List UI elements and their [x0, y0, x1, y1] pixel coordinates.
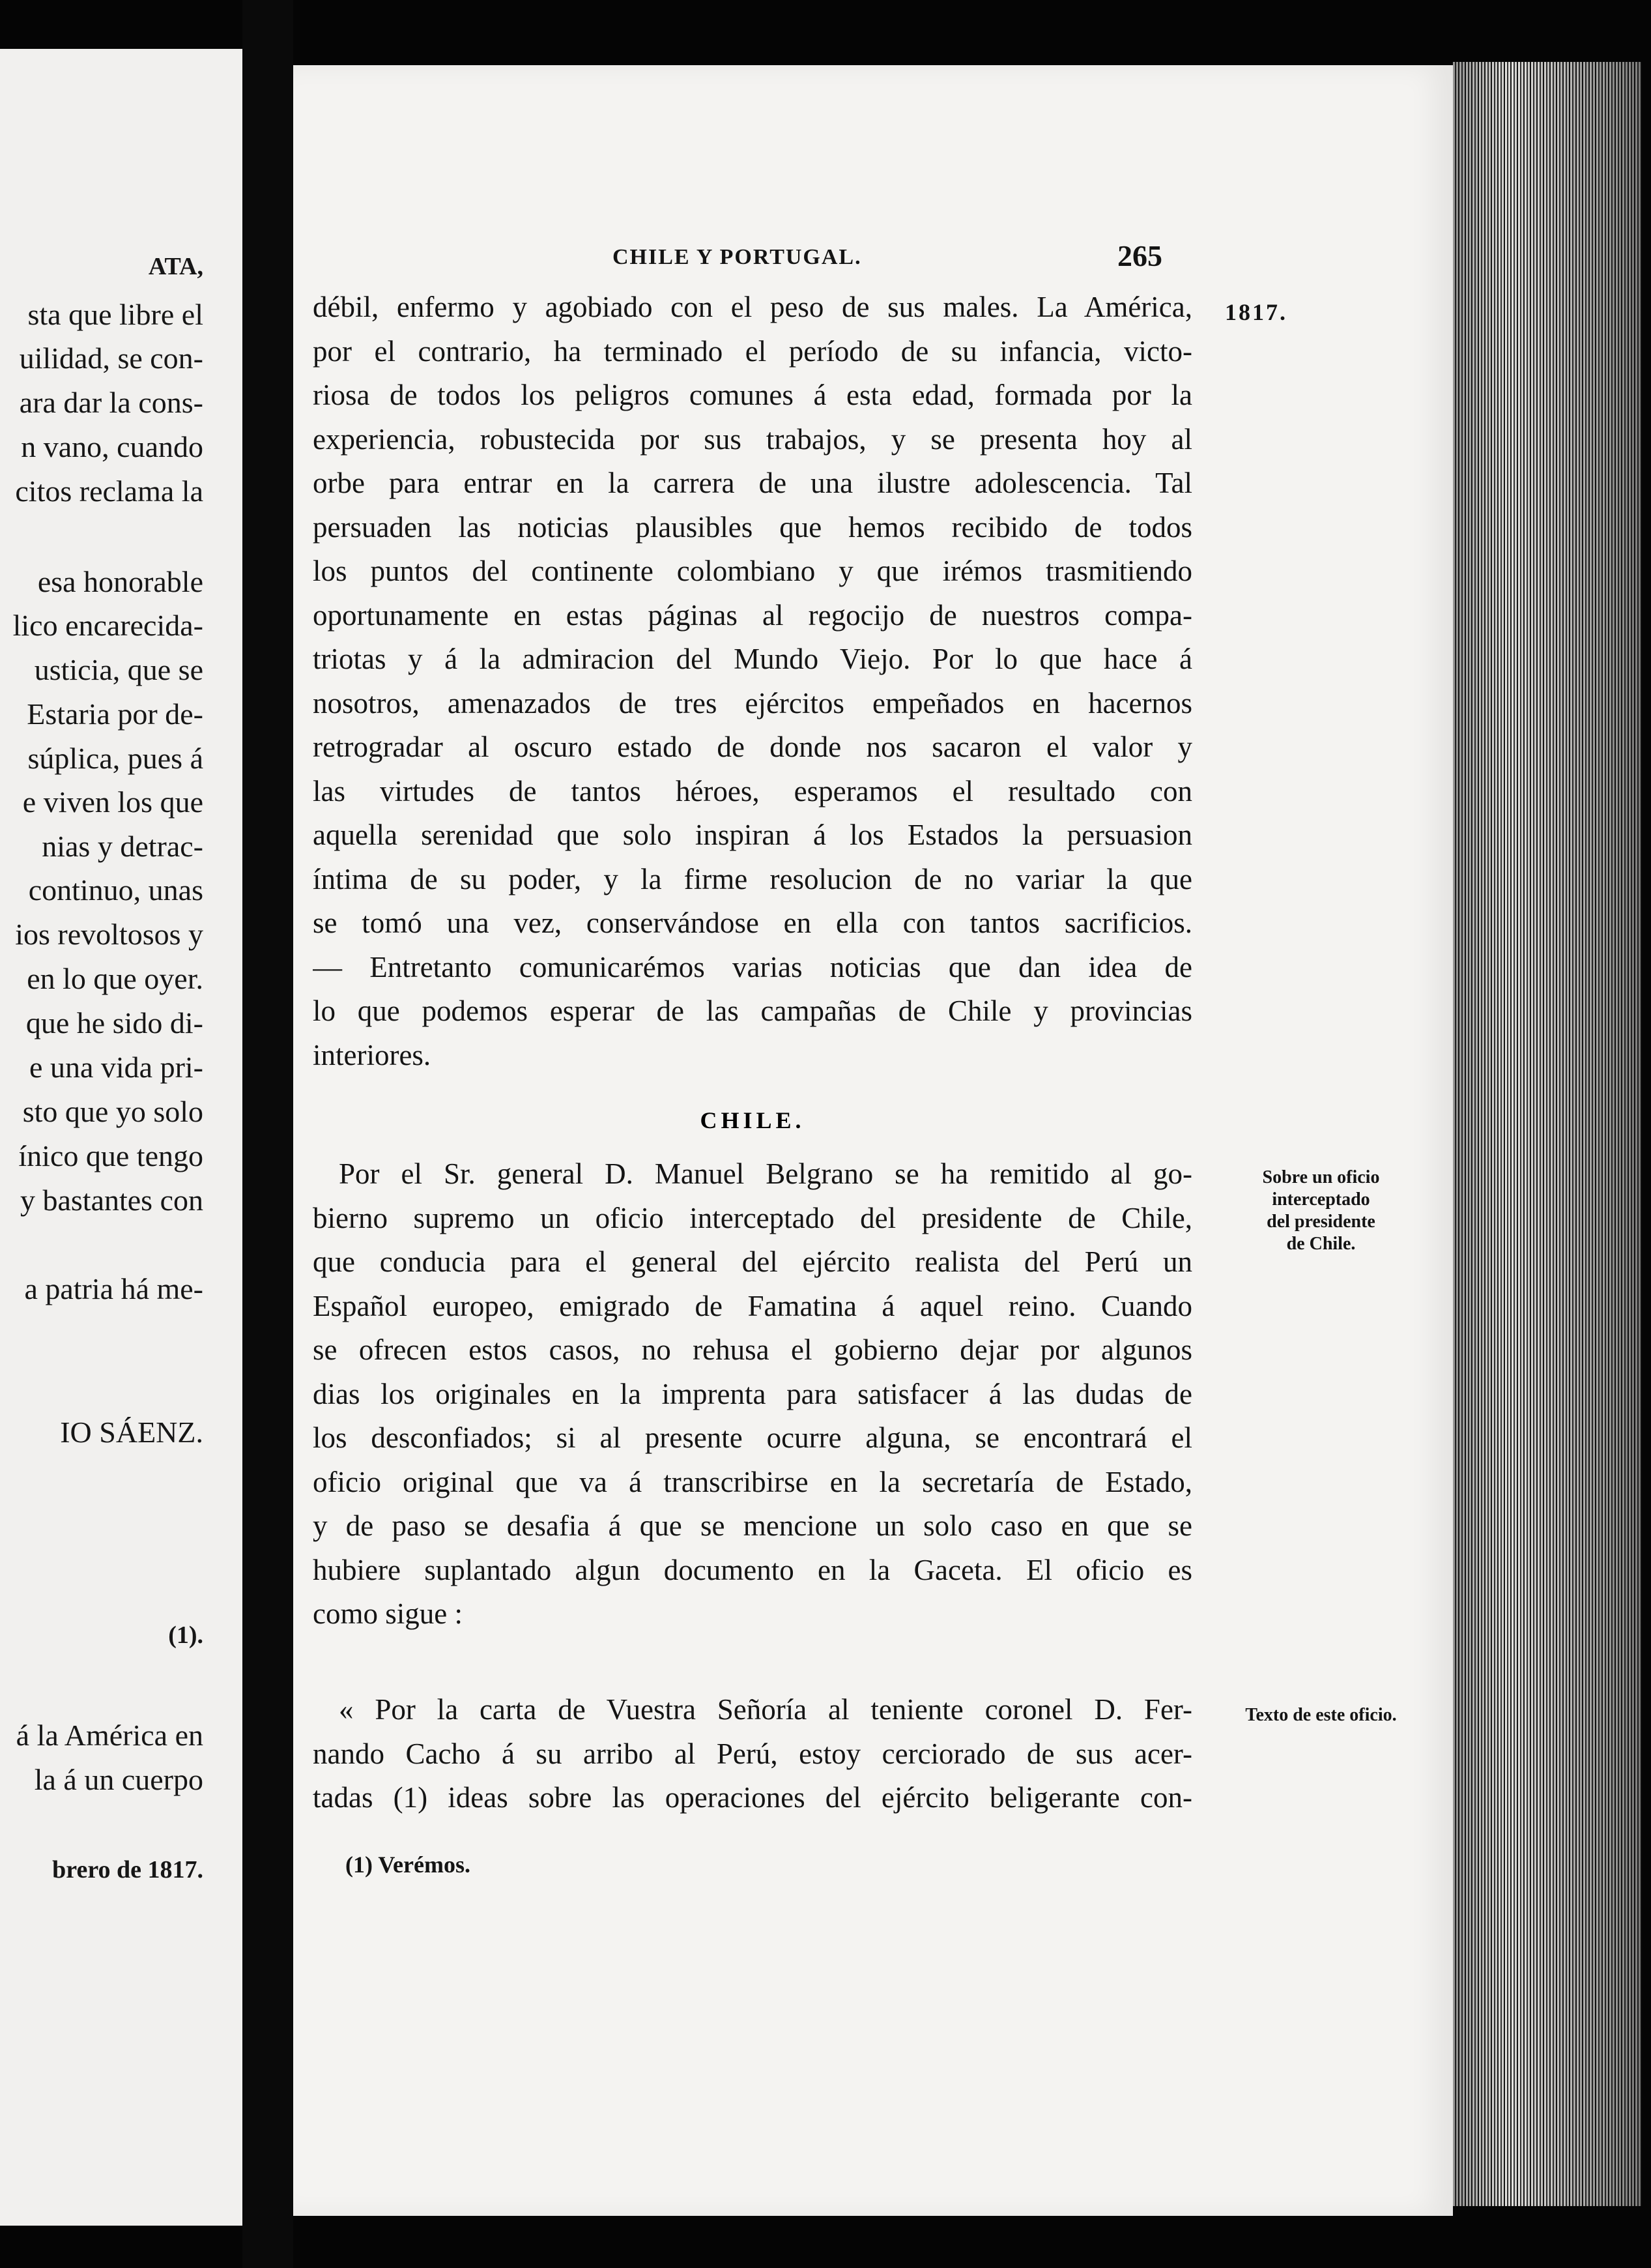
text-line: íntima de su poder, y la firme resolucion de no variar la que	[313, 862, 1192, 895]
margin-note-line: Texto de este oficio.	[1245, 1705, 1397, 1725]
text-line: — Entretanto comunicarémos varias noticias que dan idea de	[313, 950, 1192, 983]
left-line: e viven los que	[22, 785, 203, 819]
left-line: en lo que oyer.	[27, 962, 203, 995]
text-line: débil, enfermo y agobiado con el peso de sus males. La América,	[313, 291, 1192, 323]
text-line: nando Cacho á su arribo al Perú, estoy cerciorado de sus acer-	[313, 1737, 1192, 1770]
text-line: retrogradar al oscuro estado de donde nos sacaron el valor y	[313, 731, 1192, 763]
text-line: Por el Sr. general D. Manuel Belgrano se ha remitido al go-	[339, 1157, 1192, 1190]
text-line: riosa de todos los peligros comunes á esta edad, formada por la	[313, 379, 1192, 411]
text-line: « Por la carta de Vuestra Señoría al teniente coronel D. Fer-	[339, 1693, 1192, 1726]
left-line: y bastantes con	[20, 1184, 203, 1217]
margin-note-oficio	[1209, 1167, 1433, 1255]
left-line: ios revoltosos y	[15, 918, 203, 951]
text-line: Español europeo, emigrado de Famatina á aquel reino. Cuando	[313, 1289, 1192, 1322]
margin-note-texto	[1209, 1704, 1433, 1726]
left-line: sto que yo solo	[22, 1095, 203, 1128]
text-line: y de paso se desafia á que se mencione un solo caso en que se	[313, 1509, 1192, 1542]
left-line: IO SÁENZ.	[60, 1416, 203, 1449]
text-line: nosotros, amenazados de tres ejércitos empeñados en hacernos	[313, 686, 1192, 720]
left-line: continuo, unas	[28, 873, 203, 907]
page-number: 265	[1117, 239, 1162, 272]
left-line: ara dar la cons-	[19, 386, 203, 419]
left-line: citos reclama la	[15, 474, 203, 508]
text-line: se tomó una vez, conservándose en ella con tantos sacrificios.	[313, 907, 1192, 939]
left-line: sta que libre el	[27, 298, 203, 331]
text-line: experiencia, robustecida por sus trabajos, y se presenta hoy al	[313, 422, 1192, 456]
footnote: (1) Verémos.	[345, 1852, 470, 1878]
page-265	[293, 65, 1453, 2216]
left-line: ATA,	[148, 253, 203, 280]
text-line: dias los originales en la imprenta para satisfacer á las dudas de	[313, 1377, 1192, 1410]
book-gutter	[242, 0, 293, 2268]
margin-note-line: interceptado	[1272, 1189, 1370, 1210]
left-line: esa honorable	[37, 565, 203, 598]
text-line: persuaden las noticias plausibles que hemos recibido de todos	[313, 510, 1192, 544]
left-line: ínico que tengo	[18, 1139, 203, 1172]
left-line: Estaria por de-	[27, 697, 203, 731]
text-line: los puntos del continente colombiano y que irémos trasmitiendo	[313, 555, 1192, 587]
text-line: hubiere suplantado algun documento en la Gaceta. El oficio es	[313, 1553, 1192, 1586]
left-line: usticia, que se	[34, 653, 203, 686]
left-page-fragment	[0, 49, 242, 2226]
text-line: las virtudes de tantos héroes, esperamos el resultado con	[313, 774, 1192, 807]
left-line: que he sido di-	[25, 1006, 203, 1040]
text-line: los desconfiados; si al presente ocurre alguna, se encontrará el	[313, 1421, 1192, 1454]
running-head: CHILE Y PORTUGAL.	[612, 245, 862, 269]
text-line: tadas (1) ideas sobre las operaciones del ejército beligerante con-	[313, 1781, 1192, 1814]
margin-note-line: Sobre un oficio	[1262, 1167, 1380, 1187]
margin-note-line: del presidente	[1267, 1212, 1375, 1232]
text-line: triotas y á la admiracion del Mundo Viejo. Por lo que hace á	[313, 643, 1192, 675]
left-line: uilidad, se con-	[19, 342, 203, 375]
text-line: oportunamente en estas páginas al regocijo de nuestros compa-	[313, 598, 1192, 632]
text-line: que conducia para el general del ejército realista del Perú un	[313, 1245, 1192, 1278]
left-line: lico encarecida-	[12, 609, 203, 642]
left-line: nias y detrac-	[42, 830, 203, 863]
paragraph-3	[313, 1688, 1192, 1820]
left-line: á la América en	[16, 1719, 203, 1752]
text-line: orbe para entrar en la carrera de una ilustre adolescencia. Tal	[313, 467, 1192, 499]
text-line: bierno supremo un oficio interceptado del presidente de Chile,	[313, 1201, 1192, 1234]
left-line: (1).	[168, 1621, 203, 1649]
text-line: por el contrario, ha terminado el período de su infancia, victo-	[313, 334, 1192, 368]
paragraph-1	[313, 285, 1192, 1077]
text-line: lo que podemos esperar de las campañas de Chile y provincias	[313, 995, 1192, 1027]
page-edge-shadow	[1453, 62, 1642, 2206]
left-line: a patria há me-	[24, 1272, 203, 1305]
margin-note-line: de Chile.	[1286, 1234, 1356, 1254]
text-line: aquella serenidad que solo inspiran á los Estados la persuasion	[313, 819, 1192, 851]
left-line: súplica, pues á	[27, 742, 203, 775]
text-line: como sigue :	[313, 1597, 463, 1630]
section-title-chile: CHILE.	[700, 1107, 805, 1133]
margin-year: 1817.	[1225, 299, 1287, 325]
text-line: se ofrecen estos casos, no rehusa el gobierno dejar por algunos	[313, 1333, 1192, 1366]
left-line: brero de 1817.	[52, 1856, 203, 1883]
paragraph-2	[313, 1152, 1192, 1636]
text-line: oficio original que va á transcribirse en la secretaría de Estado,	[313, 1465, 1192, 1498]
left-line: n vano, cuando	[21, 430, 203, 463]
left-line: la á un cuerpo	[34, 1763, 203, 1796]
left-line: e una vida pri-	[29, 1051, 203, 1084]
text-line: interiores.	[313, 1038, 431, 1071]
